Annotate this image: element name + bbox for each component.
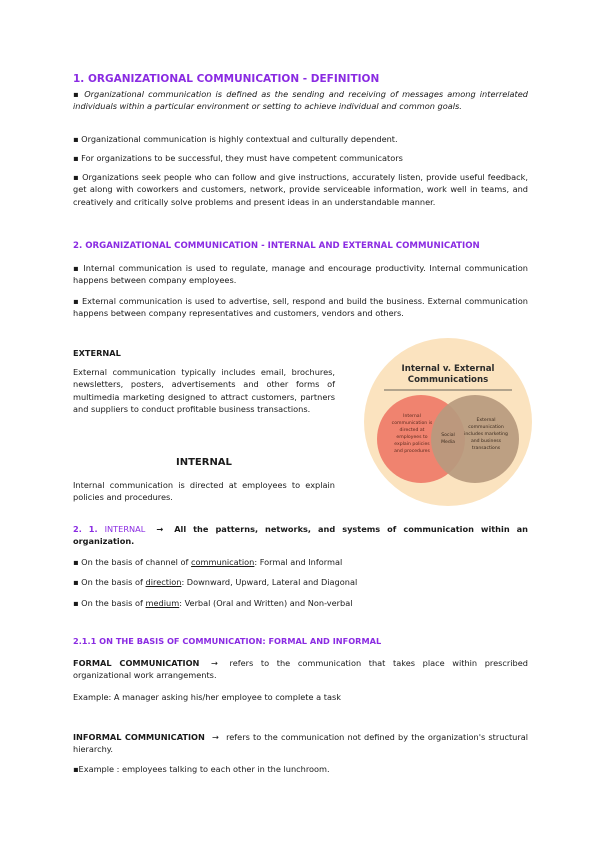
svg-text:includes marketing: includes marketing — [464, 432, 508, 437]
bullet-medium: ▪ On the basis of medium: Verbal (Oral and Written) and Non-verbal — [73, 598, 353, 608]
svg-text:employees to: employees to — [396, 435, 428, 440]
diagram-title-line2: Communications — [407, 375, 489, 385]
bullet-direction: ▪ On the basis of direction: Downward, Upward, Lateral and Diagonal — [73, 577, 358, 587]
informal-paragraph: INFORMAL COMMUNICATION → refers to the communication not defined by the organization's structural hierarchy. — [73, 732, 529, 755]
svg-text:communication: communication — [468, 425, 504, 430]
internal-paragraph: Internal communication is directed at employees to explain policies and procedures. — [73, 480, 335, 503]
svg-text:transactions: transactions — [471, 446, 501, 451]
svg-text:Internal: Internal — [403, 414, 421, 419]
section-1-heading: 1. ORGANIZATIONAL COMMUNICATION - DEFINITION — [73, 73, 380, 85]
informal-example: ▪Example : employees talking to each other in the lunchroom. — [73, 764, 330, 774]
svg-text:Media: Media — [441, 440, 455, 445]
svg-text:and business: and business — [470, 439, 502, 444]
internal-title: INTERNAL — [176, 457, 232, 468]
formal-paragraph: FORMAL COMMUNICATION → refers to the communication that takes place within prescribed organizational work arrangements. — [73, 658, 528, 681]
section-2-1-number: 2. 1. — [73, 524, 98, 534]
svg-text:and procedures: and procedures — [394, 449, 430, 454]
definition-paragraph: ▪ Organizational communication is defined as the sending and receiving of messages among interrelated individuals within a particular environment or setting to achieve individual and common goals. — [73, 89, 528, 112]
link-communication[interactable]: communication — [191, 557, 255, 567]
formal-label: FORMAL COMMUNICATION — [73, 658, 200, 668]
svg-text:External: External — [476, 418, 496, 423]
link-medium[interactable]: medium — [145, 598, 180, 608]
bullet-contextual: ▪ Organizational communication is highly contextual and culturally dependent. — [73, 134, 398, 144]
svg-text:communication is: communication is — [391, 421, 433, 426]
bullet-external-def: ▪ External communication is used to advertise, sell, respond and build the business. External communication happens between company representatives and customers, vendors and others. — [73, 296, 528, 319]
bullet-seek-people: ▪ Organizations seek people who can follow and give instructions, accurately listen, provide useful feedback, get along with coworkers and customers, network, provide serviceable information, work well in teams, and creatively and critically solve problems and present ideas in an understandable manner. — [73, 172, 528, 207]
svg-text:directed at: directed at — [399, 428, 425, 433]
section-2-1-internal: INTERNAL — [104, 524, 146, 534]
bullet-channel: ▪ On the basis of channel of communication: Formal and Informal — [73, 557, 343, 567]
external-title: EXTERNAL — [73, 348, 121, 358]
svg-text:Social: Social — [441, 433, 455, 438]
section-2-1-1-heading: 2.1.1 ON THE BASIS OF COMMUNICATION: FORMAL AND INFORMAL — [73, 636, 382, 646]
section-2-heading: 2. ORGANIZATIONAL COMMUNICATION - INTERNAL AND EXTERNAL COMMUNICATION — [73, 241, 480, 251]
internal-external-diagram — [362, 335, 534, 509]
bullet-internal-def: ▪ Internal communication is used to regulate, manage and encourage productivity. Internal communication happens between company employees. — [73, 263, 528, 286]
section-2-1-text: All the patterns, networks, and systems of communication within an organization. — [73, 524, 528, 547]
section-2-1-arrow: → — [156, 524, 164, 534]
section-2-1-line — [73, 523, 528, 548]
external-paragraph: External communication typically includes email, brochures, newsletters, posters, advertisements and other forms of multimedia marketing designed to attract customers, partners and suppliers to conduct profitable business transactions. — [73, 367, 335, 415]
diagram-title-line1: Internal v. External — [401, 364, 495, 374]
link-direction[interactable]: direction — [145, 577, 182, 587]
svg-text:explain policies: explain policies — [394, 442, 430, 447]
informal-label: INFORMAL COMMUNICATION — [73, 732, 205, 742]
formal-example: Example: A manager asking his/her employee to complete a task — [73, 692, 341, 702]
bullet-competent: ▪ For organizations to be successful, they must have competent communicators — [73, 153, 403, 163]
